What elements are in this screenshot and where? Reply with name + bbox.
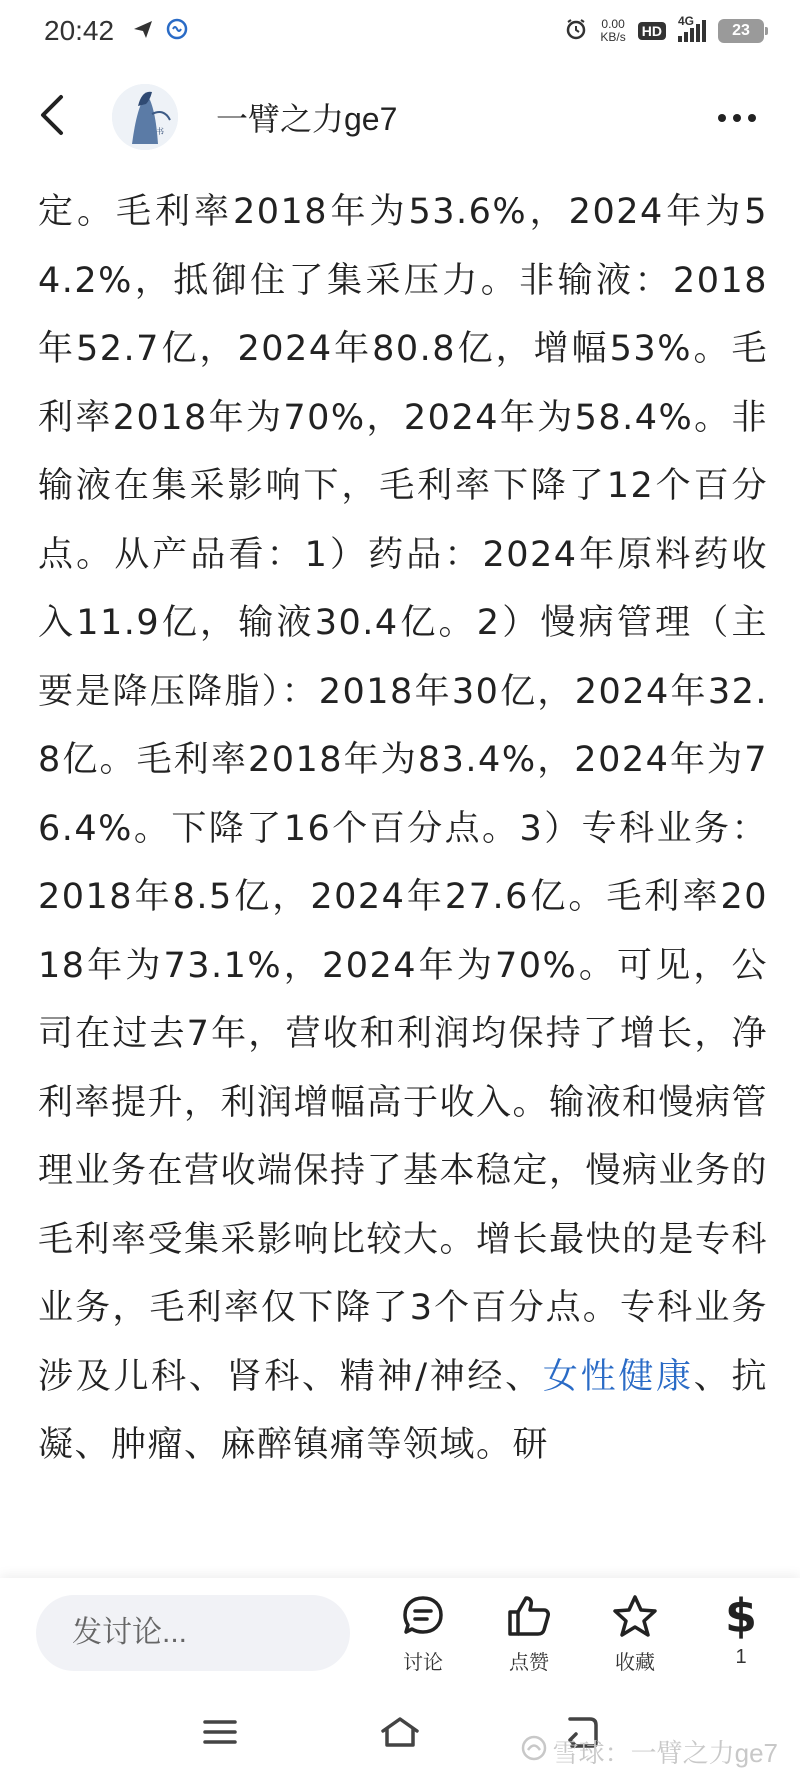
dollar-glyph: $ xyxy=(724,1588,757,1643)
watermark xyxy=(521,1733,778,1770)
net-speed-unit: KB/s xyxy=(600,30,626,44)
home-icon xyxy=(379,1715,421,1753)
avatar[interactable] xyxy=(112,84,178,150)
snowball-logo-icon xyxy=(521,1735,547,1768)
like-label: 点赞 xyxy=(509,1651,549,1674)
favorite-button[interactable] xyxy=(582,1592,688,1675)
discuss-bubble-icon xyxy=(401,1592,445,1640)
reward-button[interactable] xyxy=(688,1588,794,1675)
battery-icon xyxy=(718,19,764,43)
more-button[interactable] xyxy=(712,92,762,142)
battery-level: 23 xyxy=(732,22,750,39)
svg-text:书: 书 xyxy=(156,127,164,136)
status-time: 20:42 xyxy=(44,15,115,46)
header xyxy=(0,72,800,162)
status-left-icons xyxy=(132,18,188,44)
nav-menu-button[interactable] xyxy=(190,1704,250,1764)
favorite-label: 收藏 xyxy=(615,1651,655,1674)
menu-icon xyxy=(202,1718,238,1750)
status-bar xyxy=(0,0,800,62)
back-button[interactable] xyxy=(12,72,92,162)
article-paragraph xyxy=(38,178,768,1480)
send-arrow-icon xyxy=(132,18,154,44)
back-arrow-icon xyxy=(37,94,67,140)
net-speed-value: 0.00 xyxy=(601,17,625,31)
author-name[interactable]: 一臂之力ge7 xyxy=(216,101,398,137)
dollar-icon xyxy=(724,1588,757,1643)
reward-count: 1 xyxy=(735,1645,747,1668)
more-dots-icon xyxy=(717,108,757,127)
thumbs-up-icon xyxy=(506,1592,552,1640)
discuss-button[interactable] xyxy=(370,1592,476,1675)
alarm-icon xyxy=(564,17,588,46)
action-bar xyxy=(0,1578,800,1688)
topic-link[interactable]: 女性健康 xyxy=(542,1356,694,1397)
article-text-tail: 、抗凝、肿瘤、麻醉镇痛等领域。研 xyxy=(38,1356,768,1465)
system-nav-bar xyxy=(0,1688,800,1784)
network-type: 4G xyxy=(678,14,695,28)
status-right xyxy=(564,14,764,46)
net-speed xyxy=(600,18,625,44)
nav-home-button[interactable] xyxy=(370,1704,430,1764)
watermark-text: 雪球：一臂之力ge7 xyxy=(552,1738,778,1768)
hd-badge: HD xyxy=(638,22,666,40)
article-body xyxy=(38,178,768,1578)
signal-icon xyxy=(678,14,706,42)
star-icon xyxy=(612,1592,658,1640)
like-button[interactable] xyxy=(476,1592,582,1675)
action-buttons xyxy=(370,1588,794,1675)
article-text-main: 定。毛利率2018年为53.6%，2024年为54.2%，抵御住了集采压力。非输液：2018年52.7亿，2024年80.8亿，增幅53%。毛利率2018年为70%，2024年为58.4%。非输液在集采影响下，毛利率下降了12个百分点。从产品看：1）药品：2024年原料药收入11.9亿，输液30.4亿。2）慢病管理（主要是降压降脂）：2018年30亿，2024年32.8亿。毛利率2018年为83.4%，2024年为76.4%。下降了16个百分点。3）专科业务：2018年8.5亿，2024年27.6亿。毛利率2018年为73.1%，2024年为70%。可见，公司在过去7年，营收和利润均保持了增长，净利率提升，利润增幅高于收入。输液和慢病管理业务在营收端保持了基本稳定，慢病业务的毛利率受集采影响比较大。增长最快的是专科业务，毛利率仅下降了3个百分点。专科业务涉及儿科、肾科、精神/神经、 xyxy=(38,192,768,1397)
comment-input[interactable] xyxy=(36,1595,350,1671)
discuss-label: 讨论 xyxy=(403,1651,443,1674)
app-notification-icon xyxy=(166,18,188,44)
